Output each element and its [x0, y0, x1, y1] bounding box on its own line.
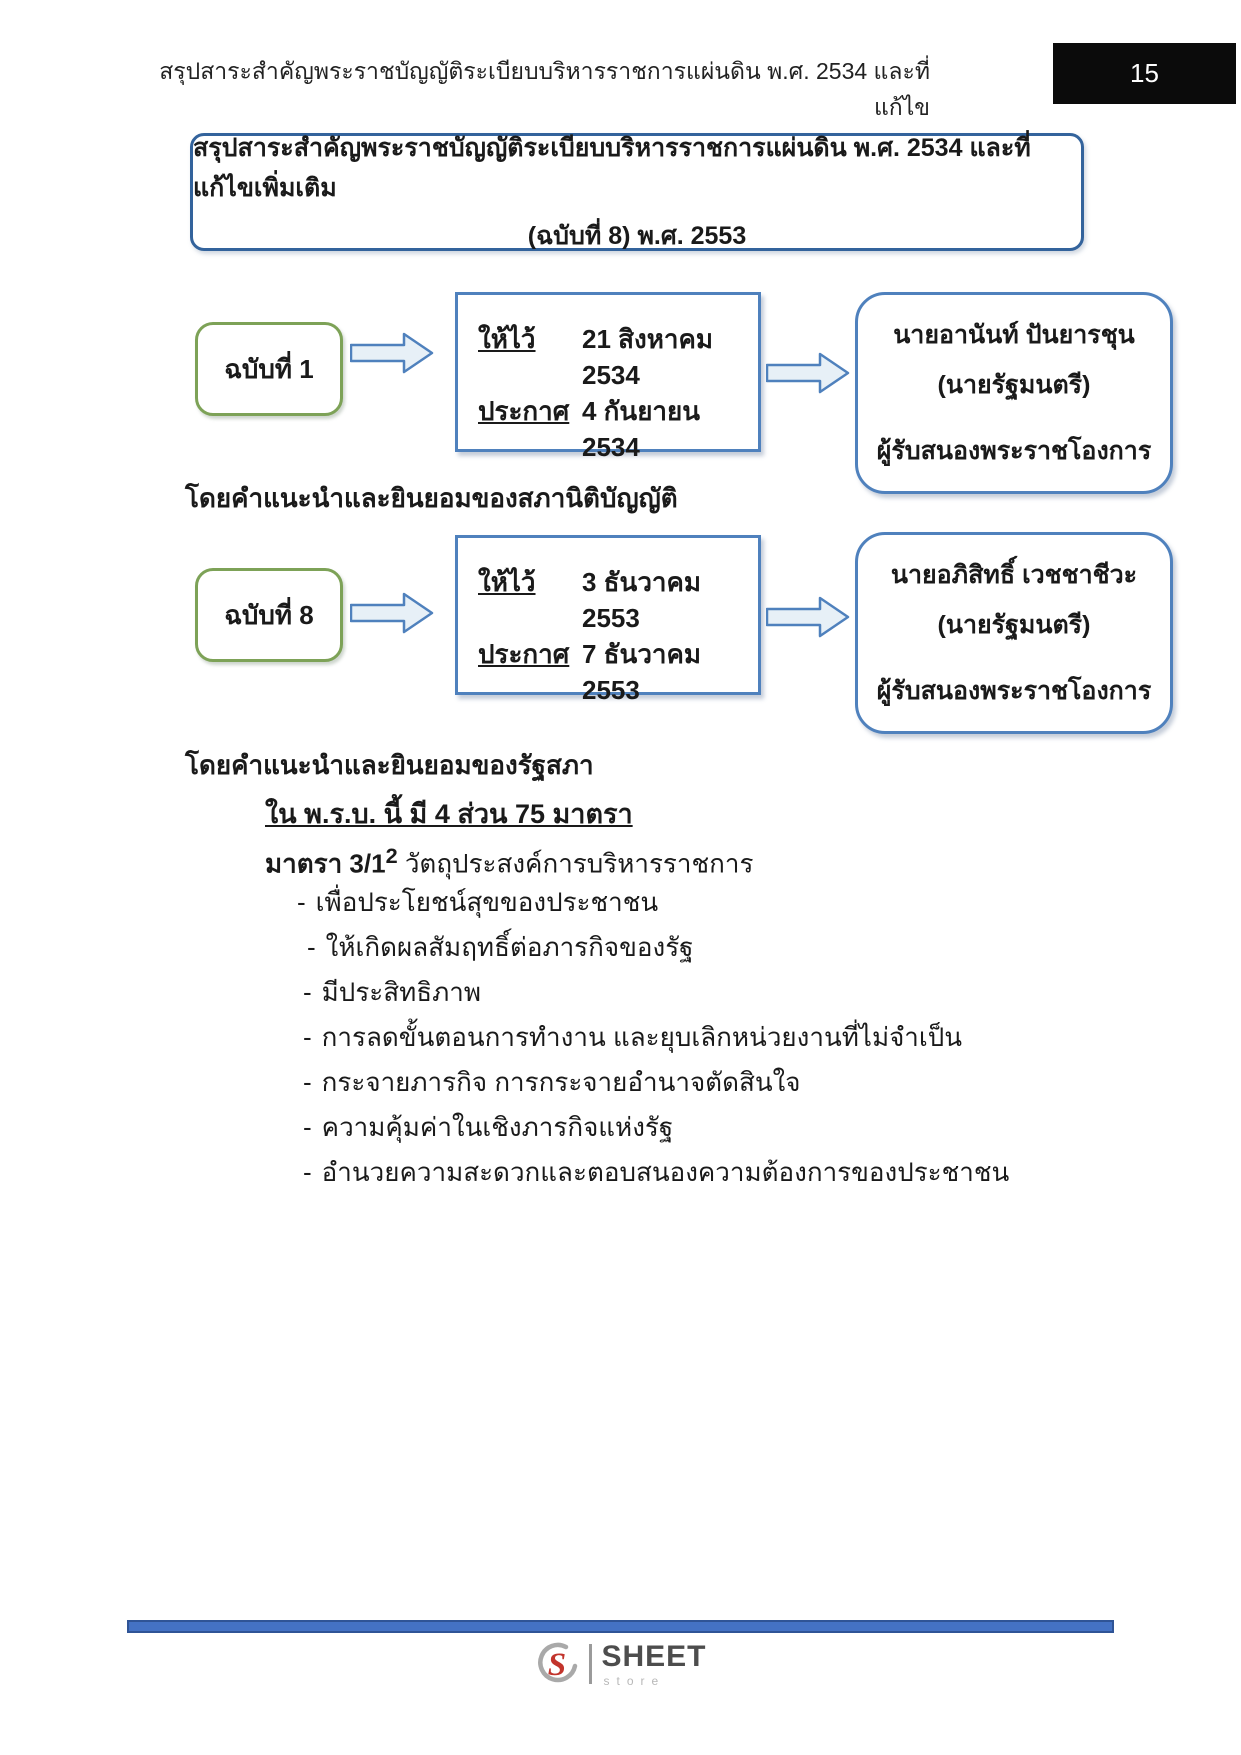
announced-label: ประกาศ — [478, 396, 570, 426]
structure-heading: ใน พ.ร.บ. นี้ มี 4 ส่วน 75 มาตรา — [265, 799, 633, 829]
bullet-item — [303, 1105, 1057, 1150]
announced-date: 7 ธันวาคม 2553 — [582, 639, 702, 705]
announced-line — [478, 634, 738, 706]
bullet-dash: - — [297, 887, 306, 917]
signer-title: (นายรัฐมนตรี) — [937, 371, 1091, 399]
arrow-right-icon — [766, 352, 850, 394]
title-box — [190, 133, 1084, 251]
header-title: สรุปสาระสำคัญพระราชบัญญัติระเบียบบริหารราชการแผ่นดิน พ.ศ. 2534 และที่แก้ไข — [159, 58, 930, 120]
bullet-text: ให้เกิดผลสัมฤทธิ์ต่อภารกิจของรัฐ — [325, 932, 694, 962]
logo-divider — [588, 1644, 591, 1684]
s-logo-letter: S — [547, 1647, 566, 1683]
bullet-item — [303, 1060, 1057, 1105]
edition-1-dates-box — [455, 292, 761, 462]
section-label: มาตรา 3/1 — [265, 848, 386, 879]
signer-name: นายอภิสิทธิ์ เวชชาชีวะ — [890, 561, 1138, 589]
signer-title: (นายรัฐมนตรี) — [937, 611, 1091, 639]
section-text: วัตถุประสงค์การบริหารราชการ — [397, 848, 754, 879]
signer-role: ผู้รับสนองพระราชโองการ — [876, 437, 1152, 465]
edition-8-note: โดยคำแนะนำและยินยอมของรัฐสภา — [185, 750, 594, 780]
logo-subtext: store — [603, 1674, 666, 1688]
bullet-text: การลดขั้นตอนการทำงาน และยุบเลิกหน่วยงานที่ไม่จำเป็น — [321, 1022, 963, 1052]
logo-text: SHEET — [601, 1640, 707, 1673]
edition-1-note: โดยคำแนะนำและยินยอมของสภานิติบัญญัติ — [185, 483, 678, 513]
edition-8-label-box — [195, 568, 343, 662]
bullet-item — [303, 970, 1057, 1015]
bullet-item — [303, 1015, 1057, 1060]
arrow-right-icon — [766, 596, 850, 638]
bullet-text: อำนวยความสะดวกและตอบสนองความต้องการของประชาชน — [321, 1157, 1010, 1187]
edition-1-label: ฉบับที่ 1 — [224, 353, 314, 384]
s-logo-icon — [534, 1642, 578, 1686]
section-superscript: 2 — [385, 843, 398, 868]
bullet-dash: - — [303, 1112, 312, 1142]
given-label: ให้ไว้ — [478, 324, 536, 354]
announced-label: ประกาศ — [478, 639, 570, 669]
title-line-1: สรุปสาระสำคัญพระราชบัญญัติระเบียบบริหารราชการแผ่นดิน พ.ศ. 2534 และที่แก้ไขเพิ่มเติม — [193, 134, 1031, 202]
arrow-right-icon — [350, 592, 434, 634]
bullet-dash: - — [303, 1157, 312, 1187]
edition-1-signer-box — [855, 292, 1173, 494]
announced-date: 4 กันยายน 2534 — [582, 396, 701, 462]
logo-texts — [601, 1642, 706, 1687]
page-number-badge — [1053, 43, 1236, 104]
given-date: 3 ธันวาคม 2553 — [582, 567, 702, 633]
bullet-item — [297, 880, 1057, 925]
edition-1-label-box — [195, 322, 343, 416]
edition-8-dates-box — [455, 535, 761, 705]
given-label: ให้ไว้ — [478, 567, 536, 597]
bullet-dash: - — [303, 977, 312, 1007]
given-line — [478, 562, 738, 634]
bullet-dash: - — [307, 932, 316, 962]
bullet-dash: - — [303, 1022, 312, 1052]
page-number: 15 — [1130, 58, 1159, 88]
bullet-text: ความคุ้มค่าในเชิงภารกิจแห่งรัฐ — [321, 1112, 674, 1142]
given-date: 21 สิงหาคม 2534 — [582, 324, 713, 390]
bullet-item — [303, 1150, 1057, 1195]
signer-role: ผู้รับสนองพระราชโองการ — [876, 677, 1152, 705]
signer-name: นายอานันท์ ปันยารชุน — [893, 321, 1135, 349]
edition-8-label: ฉบับที่ 8 — [224, 599, 314, 630]
sheet-store-logo — [534, 1642, 706, 1687]
given-line — [478, 319, 738, 391]
objective-bullet-list — [297, 880, 1057, 1195]
edition-8-signer-box — [855, 532, 1173, 734]
footer-divider-bar — [127, 1620, 1114, 1633]
section-line — [265, 843, 753, 885]
bullet-text: เพื่อประโยชน์สุขของประชาชน — [315, 887, 659, 917]
title-line-2: (ฉบับที่ 8) พ.ศ. 2553 — [527, 222, 747, 250]
bullet-text: กระจายภารกิจ การกระจายอำนาจตัดสินใจ — [321, 1067, 801, 1097]
bullet-dash: - — [303, 1067, 312, 1097]
arrow-right-icon — [350, 332, 434, 374]
announced-line — [478, 391, 738, 463]
bullet-text: มีประสิทธิภาพ — [321, 977, 481, 1007]
bullet-item — [307, 925, 1057, 970]
